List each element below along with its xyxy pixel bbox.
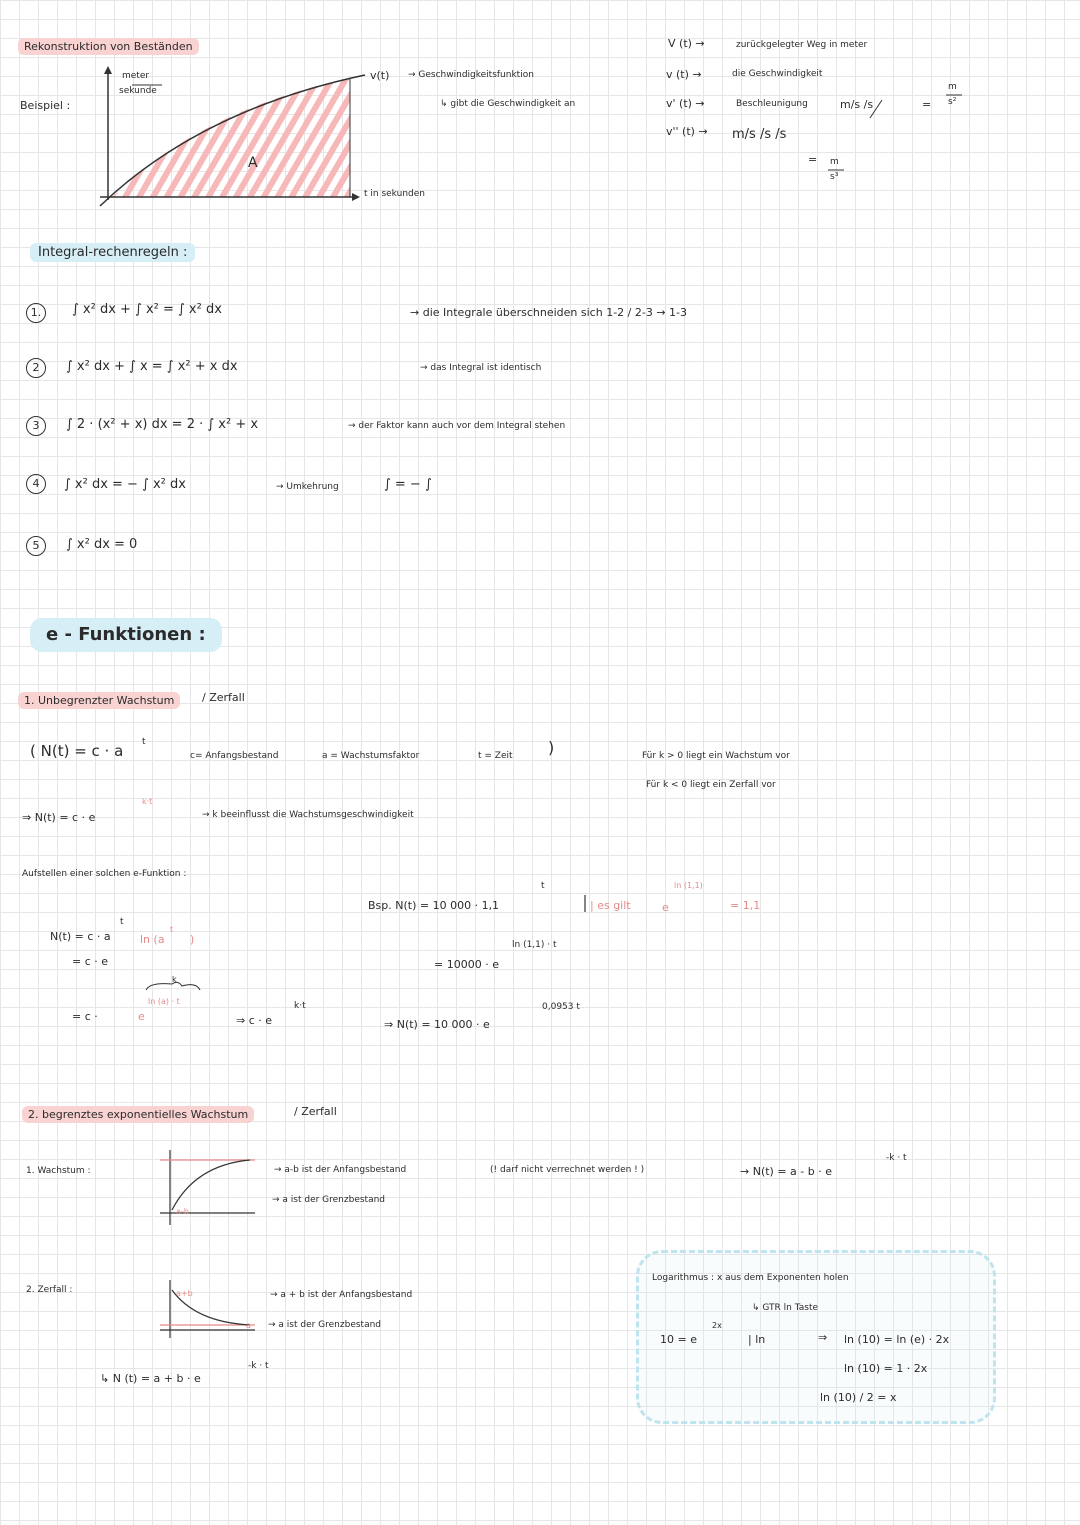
example-exp: t bbox=[541, 881, 545, 891]
vt-big-label: V (t) → bbox=[668, 37, 705, 50]
v-prime-desc: Beschleunigung bbox=[736, 99, 808, 109]
rule-2-note: → das Integral ist identisch bbox=[420, 363, 542, 373]
derivation-1-exp: t bbox=[120, 917, 124, 927]
k-positive-note: Für k > 0 liegt ein Wachstum vor bbox=[642, 751, 790, 761]
unit-meter: meter bbox=[122, 71, 150, 81]
k-negative-note: Für k < 0 liegt ein Zerfall vor bbox=[646, 780, 776, 790]
growth-formula: → N(t) = a - b · e bbox=[740, 1165, 832, 1178]
v-double-prime-s3: s³ bbox=[830, 172, 839, 182]
v-prime-unit-s2: s² bbox=[948, 97, 957, 107]
formula-nt-exp: t bbox=[142, 737, 146, 747]
log-equation-exp: 2x bbox=[712, 1321, 722, 1330]
rule-3-number: 3 bbox=[26, 416, 46, 436]
derivation-1-ln-exp: t bbox=[170, 925, 174, 934]
section-bounded: 2. begrenztes exponentielles Wachstum bbox=[22, 1106, 254, 1123]
bounded-decay-graph bbox=[160, 1280, 255, 1338]
rule-5-number: 5 bbox=[26, 536, 46, 556]
log-result-1: ln (10) = ln (e) · 2x bbox=[844, 1333, 950, 1346]
rule-1-formula: ∫ x² dx + ∫ x² = ∫ x² dx bbox=[72, 302, 222, 317]
rule-3-formula: ∫ 2 · (x² + x) dx = 2 · ∫ x² + x bbox=[66, 417, 259, 432]
x-axis-label: t in sekunden bbox=[364, 189, 425, 199]
section-title-rekonstruktion: Rekonstruktion von Beständen bbox=[18, 38, 199, 55]
derivation-k: k bbox=[172, 975, 177, 984]
vt-label: v(t) bbox=[370, 69, 390, 82]
integral-rules-title: Integral-rechenregeln : bbox=[30, 243, 195, 262]
log-equation: 10 = e bbox=[660, 1333, 697, 1346]
example-e: e bbox=[662, 901, 669, 914]
legend-t: t = Zeit bbox=[478, 751, 513, 761]
log-title: Logarithmus : x aus dem Exponenten holen bbox=[652, 1273, 849, 1283]
example-line-2: = 10000 · e bbox=[434, 958, 499, 971]
derivation-3: = c · bbox=[72, 1010, 98, 1023]
e-functions-title: e - Funktionen : bbox=[30, 618, 222, 652]
example-formula: Bsp. N(t) = 10 000 · 1,1 bbox=[368, 899, 500, 912]
derivation-result-exp: k·t bbox=[294, 1001, 306, 1011]
unit-sekunde: sekunde bbox=[119, 86, 157, 96]
v-prime-unit: m/s /s bbox=[840, 98, 874, 111]
aufstellen-label: Aufstellen einer solchen e-Funktion : bbox=[22, 869, 187, 879]
derivation-1-ln: ln (a bbox=[140, 933, 165, 946]
v-double-prime-eq: = bbox=[808, 153, 818, 166]
v-double-prime-label: v'' (t) → bbox=[666, 125, 708, 138]
v-prime-label: v' (t) → bbox=[666, 97, 705, 110]
decay-mini-a: a bbox=[246, 1321, 251, 1330]
derivation-3-exp: ln (a) · t bbox=[148, 997, 180, 1006]
v-double-prime-unit: m/s /s /s bbox=[732, 127, 787, 142]
decay-note-1: → a + b ist der Anfangsbestand bbox=[270, 1290, 413, 1300]
log-arrow: ⇒ bbox=[818, 1331, 828, 1344]
growth-formula-exp: -k · t bbox=[886, 1153, 907, 1163]
growth-note-1: → a-b ist der Anfangsbestand bbox=[274, 1165, 407, 1175]
derivation-1-ln-close: ) bbox=[190, 933, 195, 946]
section-unbounded: 1. Unbegrenzter Wachstum bbox=[18, 692, 180, 709]
decay-mini-label: a+b bbox=[176, 1289, 193, 1298]
example-eq: = 1,1 bbox=[730, 899, 761, 912]
v-double-prime-m: m bbox=[830, 157, 839, 167]
rule-4-formula: ∫ x² dx = − ∫ x² dx bbox=[64, 477, 186, 492]
v-prime-unit-m: m bbox=[948, 82, 957, 92]
area-label: A bbox=[248, 155, 258, 171]
v-prime-eq: = bbox=[922, 98, 932, 111]
rule-1-number: 1. bbox=[26, 303, 46, 323]
formula-e-exp: k·t bbox=[142, 797, 153, 806]
vt-description-2: ↳ gibt die Geschwindigkeit an bbox=[440, 99, 576, 109]
derivation-3-e: e bbox=[138, 1010, 145, 1023]
legend-c: c= Anfangsbestand bbox=[190, 751, 279, 761]
growth-note-1b: (! darf nicht verrechnet werden ! ) bbox=[490, 1165, 645, 1175]
growth-mini-label: a-b bbox=[176, 1207, 189, 1216]
example-gilt: | es gilt bbox=[590, 899, 631, 912]
derivation-result: ⇒ c · e bbox=[236, 1014, 273, 1027]
rule-3-note: → der Faktor kann auch vor dem Integral stehen bbox=[348, 421, 566, 431]
rule-4-number: 4 bbox=[26, 474, 46, 494]
growth-label: 1. Wachstum : bbox=[26, 1166, 91, 1176]
log-result-3: ln (10) / 2 = x bbox=[820, 1391, 897, 1404]
decay-note-2: → a ist der Grenzbestand bbox=[268, 1320, 382, 1330]
rule-4-swap: ∫ = − ∫ bbox=[384, 477, 432, 492]
example-line-3: ⇒ N(t) = 10 000 · e bbox=[384, 1018, 490, 1031]
growth-note-2: → a ist der Grenzbestand bbox=[272, 1195, 386, 1205]
formula-nt: ( N(t) = c · a bbox=[30, 742, 124, 760]
rule-2-number: 2 bbox=[26, 358, 46, 378]
example-line-2-exp: ln (1,1) · t bbox=[512, 940, 557, 950]
formula-e: ⇒ N(t) = c · e bbox=[22, 811, 96, 824]
vt-description: → Geschwindigkeitsfunktion bbox=[408, 70, 534, 80]
vt-small-desc: die Geschwindigkeit bbox=[732, 69, 823, 79]
log-ln-op: | ln bbox=[748, 1333, 766, 1346]
k-influence-note: → k beeinflusst die Wachstumsgeschwindigkeit bbox=[202, 810, 414, 820]
rule-4-note: → Umkehrung bbox=[276, 482, 339, 492]
bounded-growth-graph bbox=[160, 1150, 255, 1225]
y-axis-arrow bbox=[104, 66, 112, 74]
decay-label: 2. Zerfall : bbox=[26, 1285, 73, 1295]
legend-a: a = Wachstumsfaktor bbox=[322, 751, 420, 761]
derivation-2: = c · e bbox=[72, 955, 109, 968]
example-e-exp: ln (1,1) bbox=[674, 881, 703, 890]
section-bounded-b: / Zerfall bbox=[294, 1105, 337, 1118]
decay-formula-exp: -k · t bbox=[248, 1361, 269, 1371]
vt-big-desc: zurückgelegter Weg in meter bbox=[736, 40, 868, 50]
section-unbounded-b: / Zerfall bbox=[202, 691, 245, 704]
vt-small-label: v (t) → bbox=[666, 68, 702, 81]
decay-formula: ↳ N (t) = a + b · e bbox=[100, 1372, 201, 1385]
rule-1-note: → die Integrale überschneiden sich 1-2 / 2-3 → 1-3 bbox=[410, 306, 687, 319]
rule-2-formula: ∫ x² dx + ∫ x = ∫ x² + x dx bbox=[66, 359, 238, 374]
log-gtr-note: ↳ GTR ln Taste bbox=[752, 1303, 819, 1313]
legend-close: ) bbox=[548, 738, 555, 757]
beispiel-label: Beispiel : bbox=[20, 99, 71, 112]
derivation-1: N(t) = c · a bbox=[50, 930, 111, 943]
example-line-3-exp: 0,0953 t bbox=[542, 1002, 580, 1012]
log-result-2: ln (10) = 1 · 2x bbox=[844, 1362, 928, 1375]
x-axis-arrow bbox=[352, 193, 360, 201]
rule-5-formula: ∫ x² dx = 0 bbox=[66, 537, 138, 552]
